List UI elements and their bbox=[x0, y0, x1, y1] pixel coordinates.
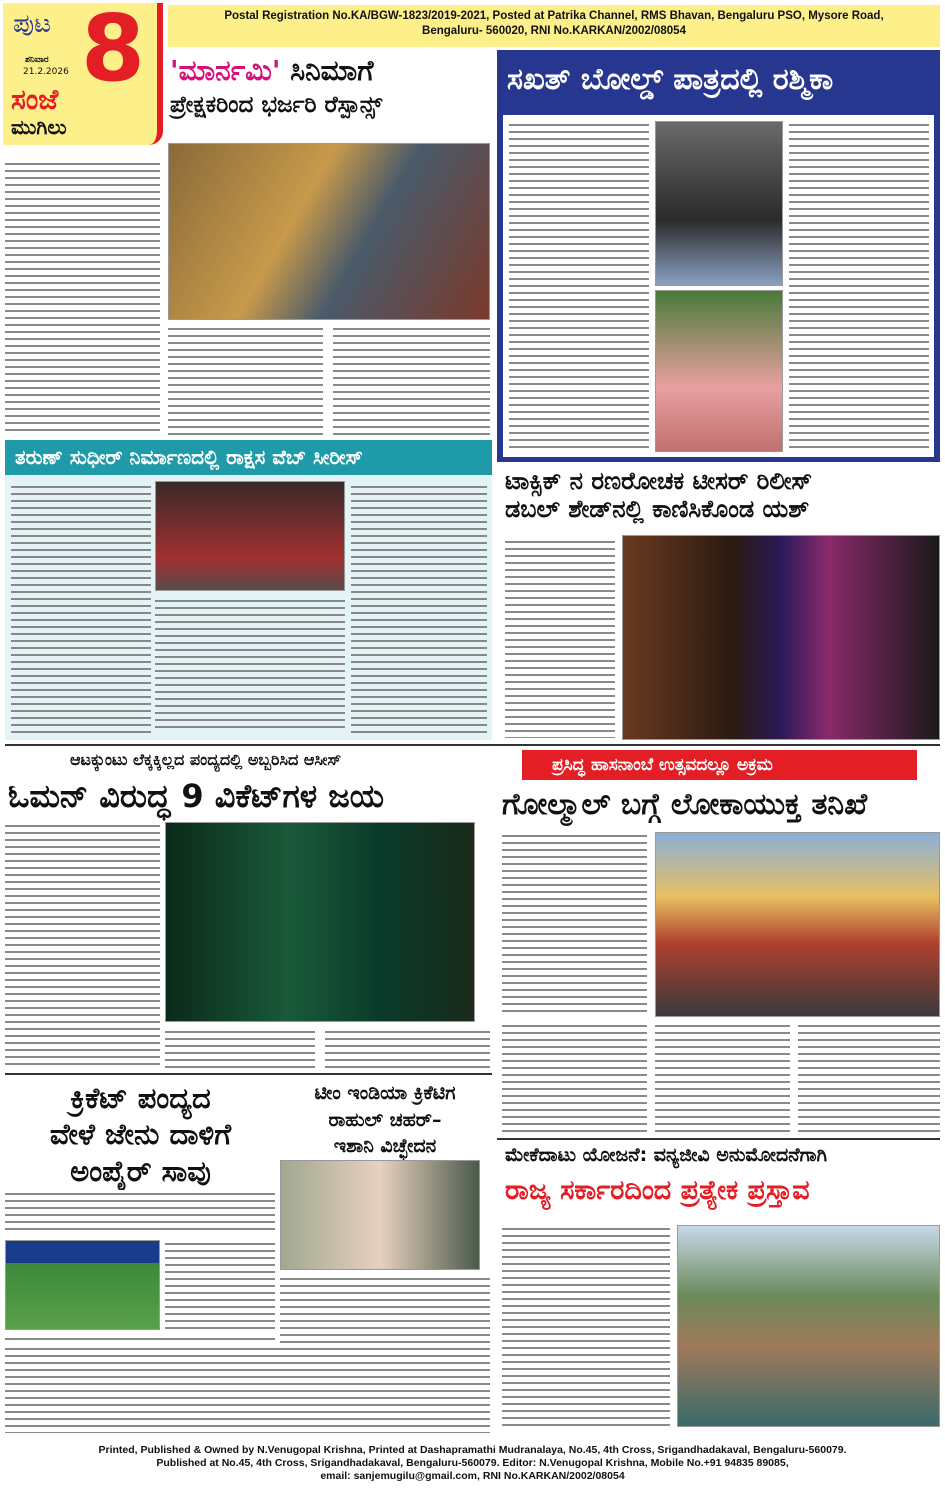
headline-line1: ಟಾಕ್ಸಿಕ್ ನ ರಣರೋಚಕ ಟೀಸರ್ ರಿಲೀಸ್ bbox=[505, 467, 813, 495]
hasanamba-body bbox=[502, 1022, 647, 1132]
rashmika-body bbox=[509, 121, 649, 451]
marnami-body bbox=[333, 325, 490, 435]
marnami-body bbox=[5, 160, 160, 435]
rashmika-body bbox=[789, 121, 929, 451]
quoted-title: 'ಮಾರ್ನಮಿ' bbox=[170, 54, 281, 87]
footer bbox=[0, 1444, 945, 1483]
headline-rest: ಸಿನಿಮಾಗೆ bbox=[280, 54, 374, 87]
mekedatu-headline bbox=[505, 1145, 940, 1206]
headline-line2: ವೇಳೆ ಜೇನು ದಾಳಿಗೆ bbox=[49, 1117, 232, 1152]
marnami-photo bbox=[168, 143, 490, 320]
headline-line3: ಇಶಾನಿ ವಿಚ್ಛೇದನ bbox=[333, 1135, 437, 1158]
divider bbox=[5, 744, 940, 746]
marnami-headline bbox=[170, 55, 490, 119]
oman-headline: ಓಮನ್ ವಿರುದ್ಧ 9 ವಿಕೆಟ್‌ಗಳ ಜಯ bbox=[8, 777, 385, 815]
footer-line3: email: sanjemugilu@gmail.com, RNI No.KARKAN/2002/08054 bbox=[320, 1470, 625, 1482]
headline-line2: ರಾಹುಲ್ ಚಹರ್– bbox=[328, 1108, 442, 1131]
headline-line2: ಡಬಲ್ ಶೇಡ್‌ನಲ್ಲಿ ಕಾಣಿಸಿಕೊಂಡ ಯಶ್ bbox=[505, 494, 810, 523]
masthead bbox=[3, 0, 163, 145]
oman-kicker: ಆಟಕ್ಕುಂಟು ಲೆಕ್ಕಕ್ಕಿಲ್ಲದ ಪಂದ್ಯದಲ್ಲಿ ಅಬ್ಬರಿಸಿದ ಆಸೀಸ್ bbox=[70, 750, 342, 769]
toxic-body bbox=[505, 538, 615, 738]
headline-line1: ಟೀಂ ಇಂಡಿಯಾ ಕ್ರಿಕೆಟಿಗ bbox=[314, 1082, 456, 1104]
rashmika-headline: ಸಖತ್ ಬೋಲ್ಡ್ ಪಾತ್ರದಲ್ಲಿ ರಶ್ಮಿಕಾ bbox=[507, 62, 834, 97]
page-number: 8 bbox=[81, 0, 146, 102]
hasanamba-body bbox=[655, 1022, 790, 1132]
rakshasa-body bbox=[155, 597, 345, 733]
umpire-body bbox=[5, 1190, 275, 1235]
chahar-headline bbox=[280, 1080, 490, 1160]
hasanamba-kicker-bar bbox=[522, 750, 917, 780]
page-word: ಪುಟ bbox=[13, 9, 52, 39]
chahar-body bbox=[280, 1275, 490, 1345]
paper-name-1: ಸಂಜೆ bbox=[11, 83, 59, 116]
toxic-photo bbox=[622, 535, 940, 740]
rakshasa-headline: ತರುಣ್ ಸುಧೀರ್ ನಿರ್ಮಾಣದಲ್ಲಿ ರಾಕ್ಷಸ ವೆಬ್ ಸೀರೀಸ್ bbox=[15, 445, 363, 469]
marnami-body bbox=[168, 325, 323, 435]
umpire-headline bbox=[8, 1080, 273, 1189]
rashmika-story bbox=[497, 50, 940, 462]
hasanamba-body bbox=[502, 832, 647, 1012]
hasanamba-headline: ಗೋಲ್ಮಾಲ್ ಬಗ್ಗೆ ಲೋಕಾಯುಕ್ತ ತನಿಖೆ bbox=[502, 787, 868, 822]
headline-line3: ಅಂಪೈರ್ ಸಾವು bbox=[70, 1153, 211, 1188]
rakshasa-body bbox=[11, 483, 151, 733]
hasanamba-photo bbox=[655, 832, 940, 1017]
rakshasa-body bbox=[351, 483, 487, 733]
chahar-photo bbox=[280, 1160, 480, 1270]
headline-line2: ರಾಜ್ಯ ಸರ್ಕಾರದಿಂದ ಪ್ರತ್ಯೇಕ ಪ್ರಸ್ತಾವ bbox=[505, 1174, 810, 1206]
footer-line1: Printed, Published & Owned by N.Venugopal Krishna, Printed at Dashapramathi Mudranalaya, No.45, 4th Cross, Srigandhadakaval, Bengaluru-560079. bbox=[98, 1444, 847, 1456]
date: 21.2.2026 bbox=[23, 67, 69, 77]
umpire-photo bbox=[5, 1240, 160, 1330]
divider bbox=[497, 1138, 940, 1140]
rakshasa-photo bbox=[155, 481, 345, 591]
rashmika-photo-1 bbox=[655, 121, 783, 286]
hasanamba-kicker: ಪ್ರಸಿದ್ಧ ಹಾಸನಾಂಬೆ ಉತ್ಸವದಲ್ಲೂ ಅಕ್ರಮ bbox=[552, 755, 773, 775]
postal-registration: Postal Registration No.KA/BGW-1823/2019-2021, Posted at Patrika Channel, RMS Bhavan, Bengaluru PSO, Mysore Road, Bengaluru- 560020, RNI No.KARKAN/2002/08054 bbox=[168, 5, 940, 47]
day: ಶನಿವಾರ bbox=[25, 55, 49, 65]
divider bbox=[5, 1073, 492, 1075]
headline-line2: ಪ್ರೇಕ್ಷಕರಿಂದ ಭರ್ಜರಿ ರೆಸ್ಪಾನ್ಸ್ bbox=[170, 92, 383, 119]
umpire-body bbox=[165, 1240, 275, 1330]
oman-body bbox=[165, 1028, 315, 1068]
headline-line1: ಕ್ರಿಕೆಟ್ ಪಂದ್ಯದ bbox=[70, 1081, 211, 1115]
paper-name-2: ಮುಗಿಲು bbox=[11, 115, 67, 139]
mekedatu-photo bbox=[677, 1225, 940, 1427]
chahar-body bbox=[5, 1345, 490, 1433]
toxic-headline bbox=[505, 468, 940, 523]
rashmika-body-panel bbox=[503, 115, 934, 457]
hasanamba-body bbox=[798, 1022, 940, 1132]
rakshasa-headline-bar bbox=[5, 440, 492, 475]
headline-line1: ಮೇಕೆದಾಟು ಯೋಜನೆ: ವನ್ಯಜೀವಿ ಅನುಮೋದನೆಗಾಗಿ bbox=[505, 1144, 827, 1166]
rakshasa-body-panel bbox=[5, 475, 492, 740]
footer-line2: Published at No.45, 4th Cross, Srigandhadakaval, Bengaluru-560079. Editor: N.Venugopal Krishna, Mobile No.+91 94835 89085, bbox=[156, 1457, 789, 1469]
rashmika-photo-2 bbox=[655, 290, 783, 452]
oman-photo bbox=[165, 822, 475, 1022]
oman-body bbox=[5, 822, 160, 1067]
mekedatu-body bbox=[502, 1225, 670, 1430]
oman-body bbox=[325, 1028, 490, 1068]
